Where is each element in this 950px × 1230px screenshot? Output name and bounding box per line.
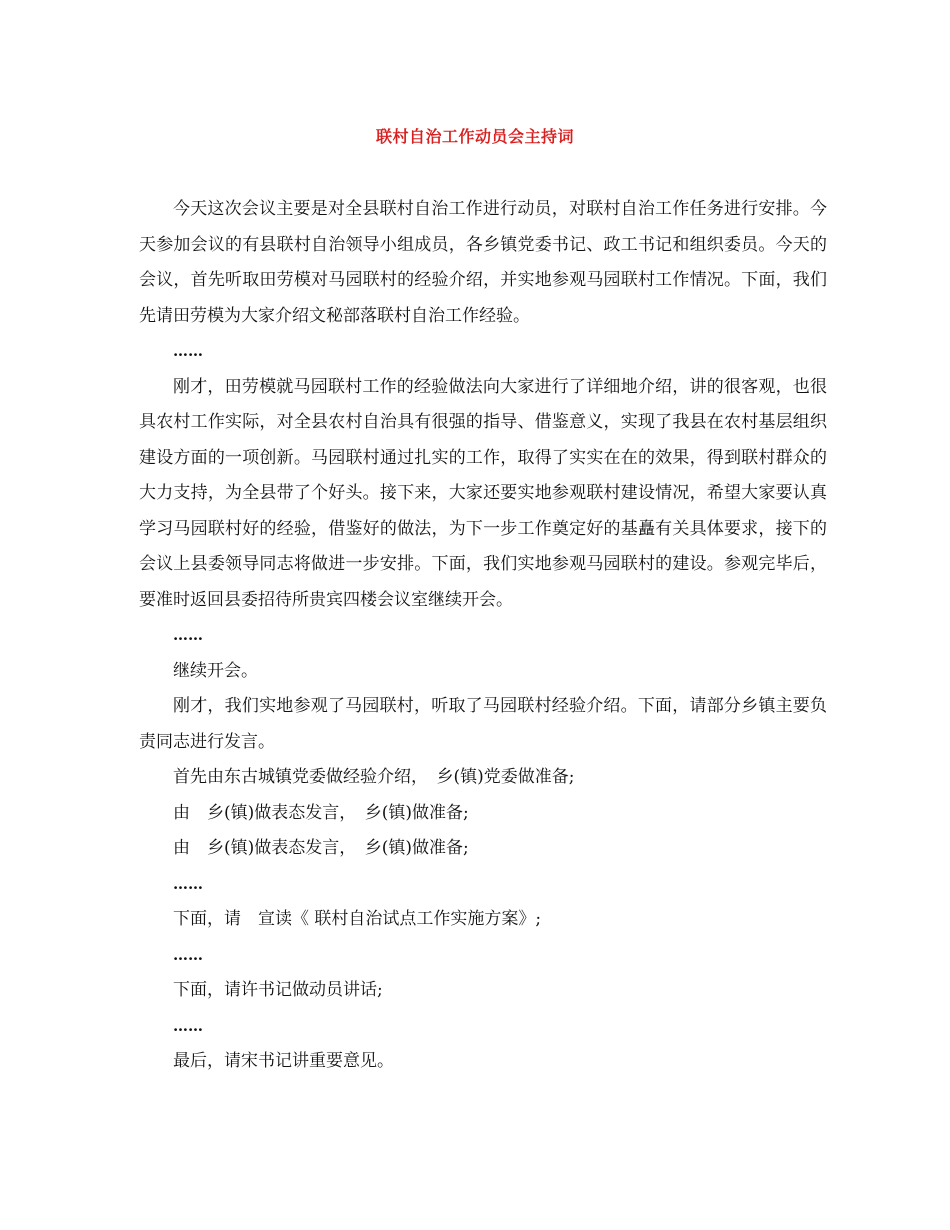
- paragraph-resume: 继续开会。: [173, 660, 258, 681]
- paragraph-speaker-order-3: 由 乡(镇)做表态发言， 乡(镇)做准备;: [173, 838, 469, 858]
- ellipsis-marker: ……: [173, 1016, 203, 1035]
- document-body: [139, 192, 827, 1080]
- ellipsis-marker: ……: [173, 626, 203, 644]
- paragraph-speaker-order-1: 首先由东古城镇党委做经验介绍， 乡(镇)党委做准备;: [173, 767, 575, 787]
- document-title: 联村自治工作动员会主持词: [375, 127, 574, 146]
- paragraph-speeches-intro: 刚才，我们实地参观了马园联村，听取了马园联村经验介绍。下面，请部分乡镇主要负责同志进行发言。: [139, 696, 827, 752]
- ellipsis-marker: ……: [173, 342, 203, 360]
- paragraph-closing: 最后，请宋书记讲重要意见。: [173, 1051, 394, 1071]
- ellipsis-marker: ……: [173, 945, 203, 964]
- paragraph-speaker-order-2: 由 乡(镇)做表态发言， 乡(镇)做准备;: [173, 802, 469, 823]
- paragraph-read-plan: 下面，请 宣读《 联村自治试点工作实施方案》;: [173, 909, 542, 929]
- ellipsis-marker: ……: [173, 874, 203, 893]
- paragraph-mobilization-speech: 下面，请许书记做动员讲话;: [173, 980, 383, 1000]
- paragraph-intro: 今天这次会议主要是对全县联村自治工作进行动员，对联村自治工作任务进行安排。今天参加会议的有县联村自治领导小组成员，各乡镇党委书记、政工书记和组织委员。今天的会议，首先听取田劳模对马园联村的经验介绍，并实地参观马园联村工作情况。下面，我们先请田劳模为大家介绍文秘部落联村自治工作经验。: [139, 199, 827, 326]
- paragraph-summary: 刚才，田劳模就马园联村工作的经验做法向大家进行了详细地介绍，讲的很客观，也很具农村工作实际，对全县农村自治具有很强的指导、借鉴意义，实现了我县在农村基层组织建设方面的一项创新。马园联村通过扎实的工作，取得了实实在在的效果，得到联村群众的大力支持，为全县带了个好头。接下来，大家还要实地参观联村建设情况，希望大家要认真学习马园联村好的经验，借鉴好的做法，为下一步工作奠定好的基矗有关具体要求，接下的会议上县委领导同志将做进一步安排。下面，我们实地参观马园联村的建设。参观完毕后，要准时返回县委招待所贵宾四楼会议室继续开会。: [139, 376, 827, 610]
